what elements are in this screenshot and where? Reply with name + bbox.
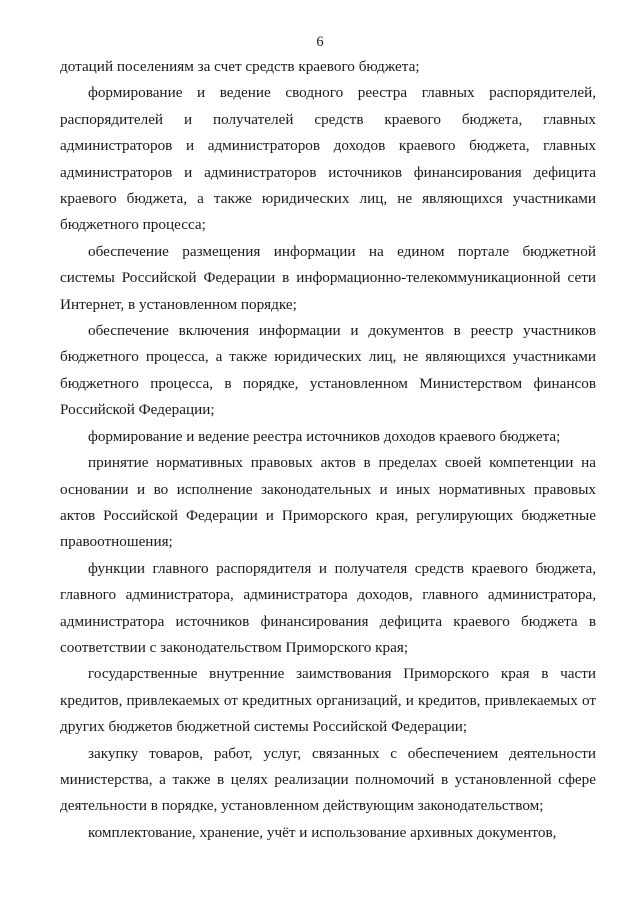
paragraph: формирование и ведение сводного реестра главных распорядителей, распорядителей и получателей средств краевого бюджета, главных администраторов и администраторов доходов краевого бюджета, главных администраторов и администраторов источников финансирования дефицита краевого бюджета, а также юридических лиц, не являющихся участниками бюджетного процесса; xyxy=(60,84,596,234)
paragraph: функции главного распорядителя и получателя средств краевого бюджета, главного администратора, администратора доходов, главного администратора, администратора источников финансирования дефицита краевого бюджета в соответствии с законодательством Приморского края; xyxy=(60,559,596,656)
paragraph: обеспечение включения информации и документов в реестр участников бюджетного процесса, а также юридических лиц, не являющихся участниками бюджетного процесса, в порядке, установленном Министерством финансов Российской Федерации; xyxy=(60,322,596,419)
paragraph: комплектование, хранение, учёт и использование архивных документов, xyxy=(88,823,557,841)
paragraph: закупку товаров, работ, услуг, связанных с обеспечением деятельности министерства, а также в целях реализации полномочий в установленной сфере деятельности в порядке, установленном действующим законодательством; xyxy=(60,744,596,815)
document-body xyxy=(60,54,596,846)
paragraph: государственные внутренние заимствования Приморского края в части кредитов, привлекаемых от кредитных организаций, и кредитов, привлекаемых от других бюджетов бюджетной системы Российской Федерации; xyxy=(60,665,596,736)
paragraph: формирование и ведение реестра источников доходов краевого бюджета; xyxy=(88,427,561,445)
paragraph: обеспечение размещения информации на едином портале бюджетной системы Российской Федерации в информационно-телекоммуникационной сети Интернет, в установленном порядке; xyxy=(60,242,596,313)
paragraph: дотаций поселениям за счет средств краевого бюджета; xyxy=(60,58,420,75)
page-number: 6 xyxy=(316,34,324,50)
paragraph: принятие нормативных правовых актов в пределах своей компетенции на основании и во исполнение законодательных и иных нормативных правовых актов Российской Федерации и Приморского края, регулирующих бюджетные правоотношения; xyxy=(60,454,596,551)
